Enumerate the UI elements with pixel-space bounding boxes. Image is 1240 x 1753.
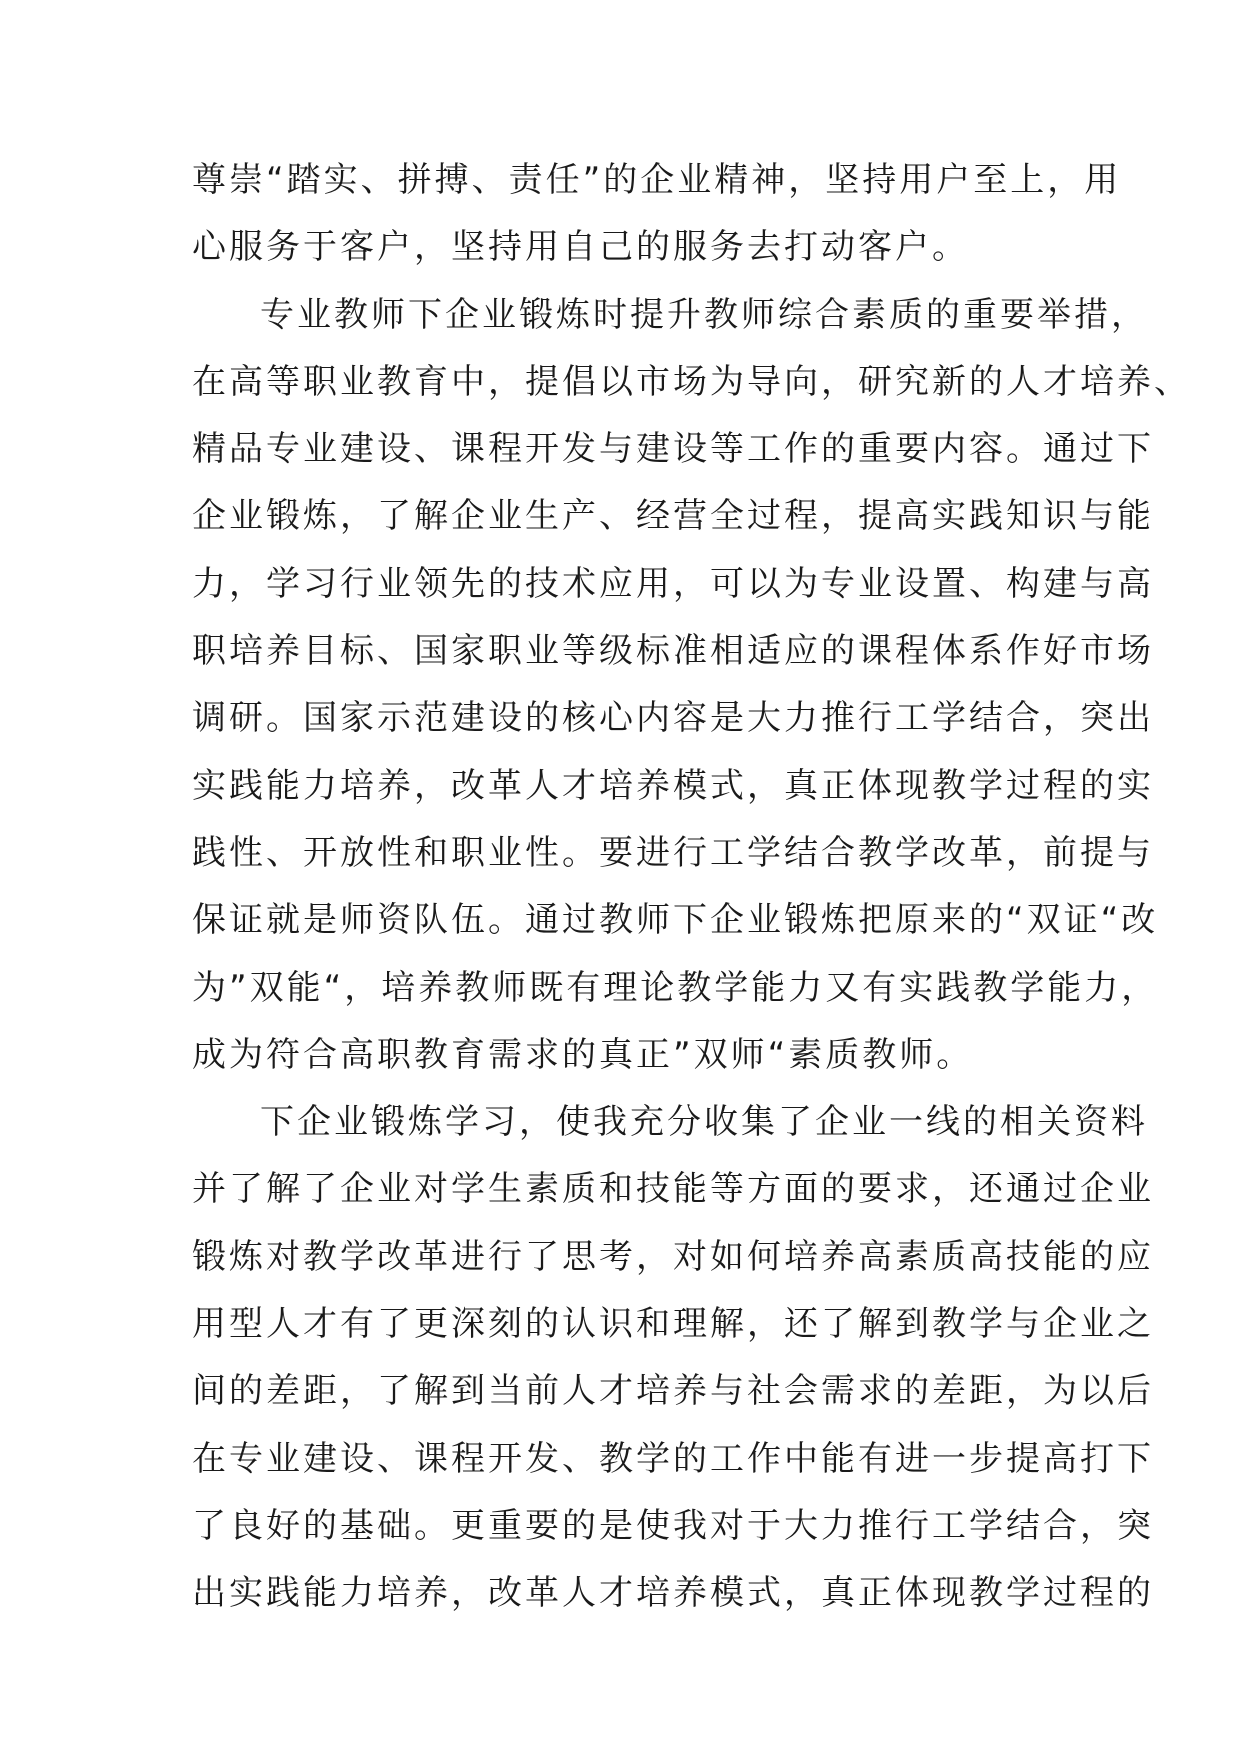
text-line: 成为符合高职教育需求的真正”双师“素质教师。 <box>192 1034 974 1075</box>
text-line: 实践能力培养，改革人才培养模式，真正体现教学过程的实 <box>192 765 1154 806</box>
text-line: 间的差距，了解到当前人才培养与社会需求的差距，为以后 <box>192 1371 1154 1412</box>
text-line: 企业锻炼，了解企业生产、经营全过程，提高实践知识与能 <box>192 496 1154 537</box>
text-line: 出实践能力培养，改革人才培养模式，真正体现教学过程的 <box>192 1573 1154 1614</box>
text-line: 尊崇“踏实、拼搏、责任”的企业精神，坚持用户至上，用 <box>192 160 1122 200</box>
text-line: 在专业建设、课程开发、教学的工作中能有进一步提高打下 <box>192 1438 1154 1479</box>
text-line: 力，学习行业领先的技术应用，可以为专业设置、构建与高 <box>192 563 1154 604</box>
text-line: 心服务于客户，坚持用自己的服务去打动客户。 <box>192 227 969 268</box>
text-line: 精品专业建设、课程开发与建设等工作的重要内容。通过下 <box>192 429 1154 470</box>
text-line: 锻炼对教学改革进行了思考，对如何培养高素质高技能的应 <box>192 1236 1154 1277</box>
text-line: 为”双能“，培养教师既有理论教学能力又有实践教学能力， <box>192 967 1159 1008</box>
text-line: 职培养目标、国家职业等级标准相适应的课程体系作好市场 <box>192 631 1154 672</box>
text-line: 用型人才有了更深刻的认识和理解，还了解到教学与企业之 <box>192 1304 1154 1345</box>
text-line: 保证就是师资队伍。通过教师下企业锻炼把原来的“双证“改 <box>192 900 1159 941</box>
body-text <box>192 147 1191 1628</box>
text-line: 并了解了企业对学生素质和技能等方面的要求，还通过企业 <box>192 1169 1154 1210</box>
text-line: 调研。国家示范建设的核心内容是大力推行工学结合，突出 <box>192 698 1154 739</box>
text-line: 了良好的基础。更重要的是使我对于大力推行工学结合，突 <box>192 1505 1154 1546</box>
text-line: 专业教师下企业锻炼时提升教师综合素质的重要举措， <box>260 294 1148 335</box>
text-line: 在高等职业教育中，提倡以市场为导向，研究新的人才培养、 <box>192 361 1191 402</box>
text-line: 践性、开放性和职业性。要进行工学结合教学改革，前提与 <box>192 832 1154 873</box>
text-line: 下企业锻炼学习，使我充分收集了企业一线的相关资料 <box>260 1102 1148 1143</box>
